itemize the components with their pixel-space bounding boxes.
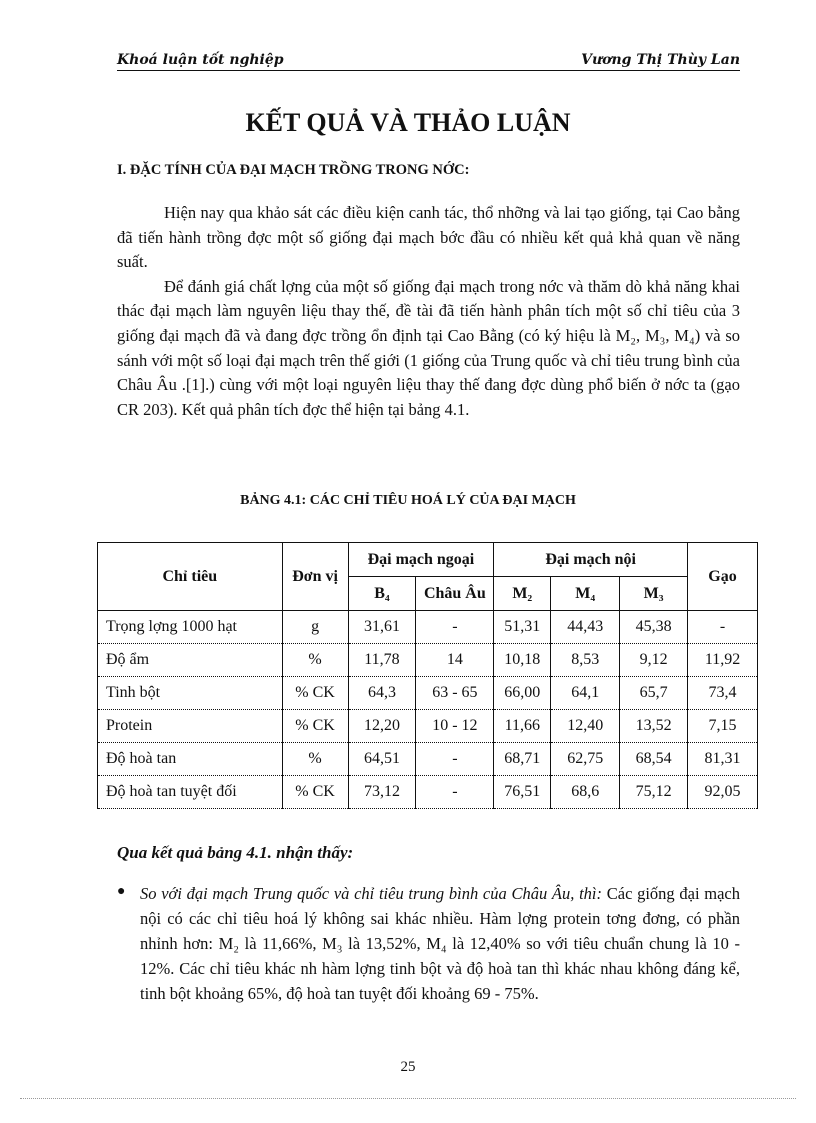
cell-b4: 64,3 xyxy=(348,677,416,710)
header-chi-tieu: Chỉ tiêu xyxy=(98,543,283,611)
row-unit: % xyxy=(282,644,348,677)
table-row xyxy=(98,776,758,809)
cell-chau-au: 14 xyxy=(416,644,494,677)
cell-b4: 73,12 xyxy=(348,776,416,809)
cell-b4: 11,78 xyxy=(348,644,416,677)
subheader-m4: M₄ xyxy=(551,577,620,611)
row-name: Trọng lợng 1000 hạt xyxy=(98,611,283,644)
subheader-chau-au: Châu Âu xyxy=(416,577,494,611)
header-thesis-label: Khoá luận tốt nghiệp xyxy=(117,52,284,68)
cell-chau-au: 63 - 65 xyxy=(416,677,494,710)
paragraph-2: Để đánh giá chất lợng của một số giống đại mạch trong nớc và thăm dò khả năng khai thác đại mạch làm nguyên liệu thay thế, đề tài đã tiến hành phân tích một số chỉ tiêu của 3 giống đại mạch đã và đang đợc trồng ổn định tại Cao Bằng (có ký hiệu là M₂, M₃, M₄) và so sánh với một số loại đại mạch trên thế giới (1 giống của Trung quốc và chỉ tiêu trung bình của Châu Âu .[1].) cùng với một loại nguyên liệu thay thế đang đợc dùng phổ biến ở nớc ta (gạo CR 203). Kết quả phân tích đợc thể hiện tại bảng 4.1. xyxy=(117,276,740,419)
properties-table xyxy=(97,542,758,809)
header-author-name: Vương Thị Thùy Lan xyxy=(581,52,740,68)
row-unit: % CK xyxy=(282,710,348,743)
paragraph-1: Hiện nay qua khảo sát các điều kiện canh tác, thổ nhỡng và lai tạo giống, tại Cao bằng đã tiến hành trồng đợc một số giống đại mạch bớc đầu có nhiều kết quả khả quan về năng suất. xyxy=(117,203,740,272)
header-don-vi: Đơn vị xyxy=(282,543,348,611)
row-name: Độ hoà tan xyxy=(98,743,283,776)
cell-chau-au: 10 - 12 xyxy=(416,710,494,743)
section-heading: I. ĐẶC TÍNH CỦA ĐẠI MẠCH TRỒNG TRONG NỚC: xyxy=(117,162,470,178)
table-row xyxy=(98,710,758,743)
cell-m2: 76,51 xyxy=(494,776,551,809)
cell-m4: 68,6 xyxy=(551,776,620,809)
row-name: Độ hoà tan tuyệt đối xyxy=(98,776,283,809)
cell-m4: 64,1 xyxy=(551,677,620,710)
cell-m3: 65,7 xyxy=(620,677,688,710)
header-dai-mach-noi: Đại mạch nội xyxy=(494,543,688,577)
cell-m2: 10,18 xyxy=(494,644,551,677)
subheader-m2: M₂ xyxy=(494,577,551,611)
page-title: KẾT QUẢ VÀ THẢO LUẬN xyxy=(245,108,571,137)
page-number: 25 xyxy=(400,1059,416,1075)
header-dai-mach-ngoai: Đại mạch ngoại xyxy=(348,543,494,577)
table-row xyxy=(98,644,758,677)
cell-m3: 75,12 xyxy=(620,776,688,809)
bullet-paragraph xyxy=(140,881,740,1006)
footer-divider xyxy=(20,1098,796,1099)
table-row xyxy=(98,611,758,644)
cell-gao: 81,31 xyxy=(688,743,758,776)
cell-m3: 45,38 xyxy=(620,611,688,644)
table-caption: BẢNG 4.1: CÁC CHỈ TIÊU HOÁ LÝ CỦA ĐẠI MẠCH xyxy=(240,493,576,508)
row-unit: g xyxy=(282,611,348,644)
conclusion-heading: Qua kết quả bảng 4.1. nhận thấy: xyxy=(117,843,354,862)
bullet-lead: So với đại mạch Trung quốc và chỉ tiêu trung bình của Châu Âu, thì: xyxy=(140,884,603,903)
cell-m3: 68,54 xyxy=(620,743,688,776)
row-unit: % CK xyxy=(282,776,348,809)
page-header xyxy=(117,48,740,71)
cell-gao: 7,15 xyxy=(688,710,758,743)
body-text xyxy=(117,201,740,422)
cell-m3: 9,12 xyxy=(620,644,688,677)
table-row xyxy=(98,743,758,776)
row-name: Độ ẩm xyxy=(98,644,283,677)
cell-m4: 44,43 xyxy=(551,611,620,644)
bullet-icon: ● xyxy=(117,884,126,899)
cell-m2: 51,31 xyxy=(494,611,551,644)
bullet-body: Các giống đại mạch nội có các chỉ tiêu hoá lý không sai khác nhiều. Hàm lợng protein tơng đơng, có phần nhỉnh hơn: M₂ là 11,66%, M₃ là 13,52%, M₄ là 12,40% so với tiêu chuẩn chung là 10 - 12%. Các chỉ tiêu khác nh hàm lợng tinh bột và độ hoà tan thì khác nhau không đáng kể, tinh bột khoảng 65%, độ hoà tan tuyệt đối khoảng 69 - 75%. xyxy=(140,884,740,1003)
row-name: Tinh bột xyxy=(98,677,283,710)
cell-chau-au: - xyxy=(416,776,494,809)
cell-gao: - xyxy=(688,611,758,644)
cell-b4: 12,20 xyxy=(348,710,416,743)
cell-b4: 31,61 xyxy=(348,611,416,644)
cell-m4: 8,53 xyxy=(551,644,620,677)
cell-m4: 12,40 xyxy=(551,710,620,743)
subheader-m3: M₃ xyxy=(620,577,688,611)
row-name: Protein xyxy=(98,710,283,743)
row-unit: % xyxy=(282,743,348,776)
row-unit: % CK xyxy=(282,677,348,710)
cell-m3: 13,52 xyxy=(620,710,688,743)
cell-chau-au: - xyxy=(416,743,494,776)
cell-chau-au: - xyxy=(416,611,494,644)
header-gao: Gạo xyxy=(688,543,758,611)
cell-b4: 64,51 xyxy=(348,743,416,776)
table-row xyxy=(98,677,758,710)
cell-gao: 73,4 xyxy=(688,677,758,710)
cell-gao: 92,05 xyxy=(688,776,758,809)
cell-m4: 62,75 xyxy=(551,743,620,776)
cell-m2: 68,71 xyxy=(494,743,551,776)
cell-gao: 11,92 xyxy=(688,644,758,677)
cell-m2: 66,00 xyxy=(494,677,551,710)
cell-m2: 11,66 xyxy=(494,710,551,743)
subheader-b4: B₄ xyxy=(348,577,416,611)
